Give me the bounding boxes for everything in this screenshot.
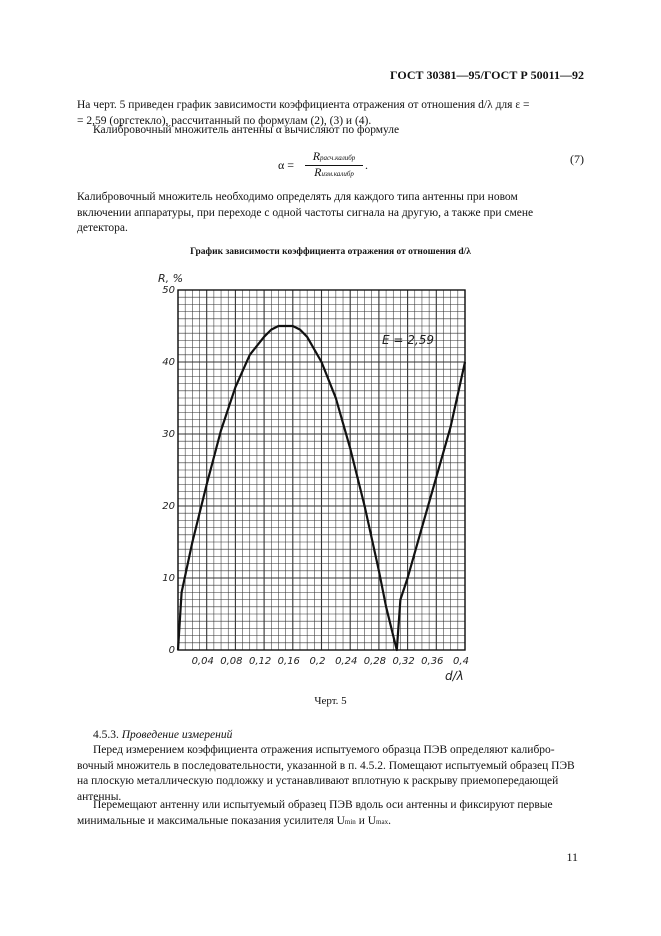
y-tick-label: 40	[162, 357, 175, 368]
paragraph-1-line-1: На черт. 5 приведен график зависимости коэффициента отражения от отношения d/λ для ε =	[77, 99, 530, 111]
formula-number: (7)	[570, 152, 584, 166]
document-header: ГОСТ 30381—95/ГОСТ Р 50011—92	[390, 68, 584, 82]
formula-lhs: α =	[278, 158, 295, 172]
formula-denominator: Rизм.калибр	[314, 165, 354, 179]
x-axis-label: d/λ	[445, 669, 464, 683]
page-number: 11	[566, 850, 578, 864]
y-tick-label: 30	[162, 429, 175, 440]
x-tick-label: 0,04	[191, 656, 214, 667]
section-number: 4.5.3.	[93, 729, 119, 741]
x-tick-label: 0,4	[453, 656, 469, 667]
figure-caption: Черт. 5	[314, 695, 347, 707]
paragraph-4-line-4: антенны.	[77, 790, 122, 803]
reflection-chart	[150, 268, 490, 688]
y-tick-label: 0	[168, 645, 175, 656]
x-tick-label: 0,28	[363, 656, 387, 667]
x-tick-label: 0,16	[277, 656, 300, 667]
formula-fraction	[305, 150, 363, 181]
chart-title: График зависимости коэффициента отражения от отношения d/λ	[190, 247, 471, 257]
x-tick-label: 0,36	[421, 656, 444, 667]
x-tick-label: 0,24	[335, 656, 358, 667]
formula-numerator: Rрасч.калибр	[305, 150, 363, 166]
y-tick-label: 10	[162, 573, 175, 584]
y-axis-label: R, %	[158, 272, 184, 285]
paragraph-1-line-2: = 2,59 (оргстекло), рассчитанный по формулам (2), (3) и (4).	[77, 114, 372, 127]
y-tick-label: 50	[162, 285, 175, 296]
paragraph-4-line-2: вочный множитель в последовательности, указанной в п. 4.5.2. Помещают испытуемый образец ПЭВ	[77, 759, 575, 772]
paragraph-4-line-1: Перед измерением коэффициента отражения испытуемого образца ПЭВ определяют калибро-	[93, 744, 555, 756]
paragraph-4	[77, 743, 584, 805]
x-tick-label: 0,12	[248, 656, 272, 667]
x-tick-label: 0,32	[392, 656, 415, 667]
paragraph-3-line-3: детектора.	[77, 222, 128, 234]
paragraph-3	[77, 190, 584, 237]
x-tick-label: 0,2	[309, 656, 326, 667]
paragraph-5-line-1: Перемещают антенну или испытуемый образец ПЭВ вдоль оси антенны и фиксируют первые	[93, 799, 553, 811]
paragraph-5-line-2: минимальные и максимальные показания усилителя Umin и Umax.	[77, 814, 391, 827]
paragraph-3-line-2: включении аппаратуры, при переходе с одной частоты сигнала на другую, а также при смене	[77, 206, 534, 219]
epsilon-annotation: E = 2,59	[382, 333, 434, 347]
paragraph-2: Калибровочный множитель антенны α вычисляют по формуле	[93, 124, 400, 136]
x-tick-label: 0,08	[220, 656, 243, 667]
paragraph-5	[77, 798, 584, 830]
y-tick-label: 20	[162, 501, 175, 512]
formula-tail: .	[365, 158, 368, 172]
section-heading	[93, 728, 584, 744]
paragraph-4-line-3: на плоскую металлическую подложку и устанавливают вплотную к раскрыву приемопередающей	[77, 775, 559, 787]
paragraph-3-line-1: Калибровочный множитель необходимо определять для каждого типа антенны при новом	[77, 191, 518, 203]
formula-7	[278, 150, 398, 184]
section-title: Проведение измерений	[121, 729, 233, 741]
